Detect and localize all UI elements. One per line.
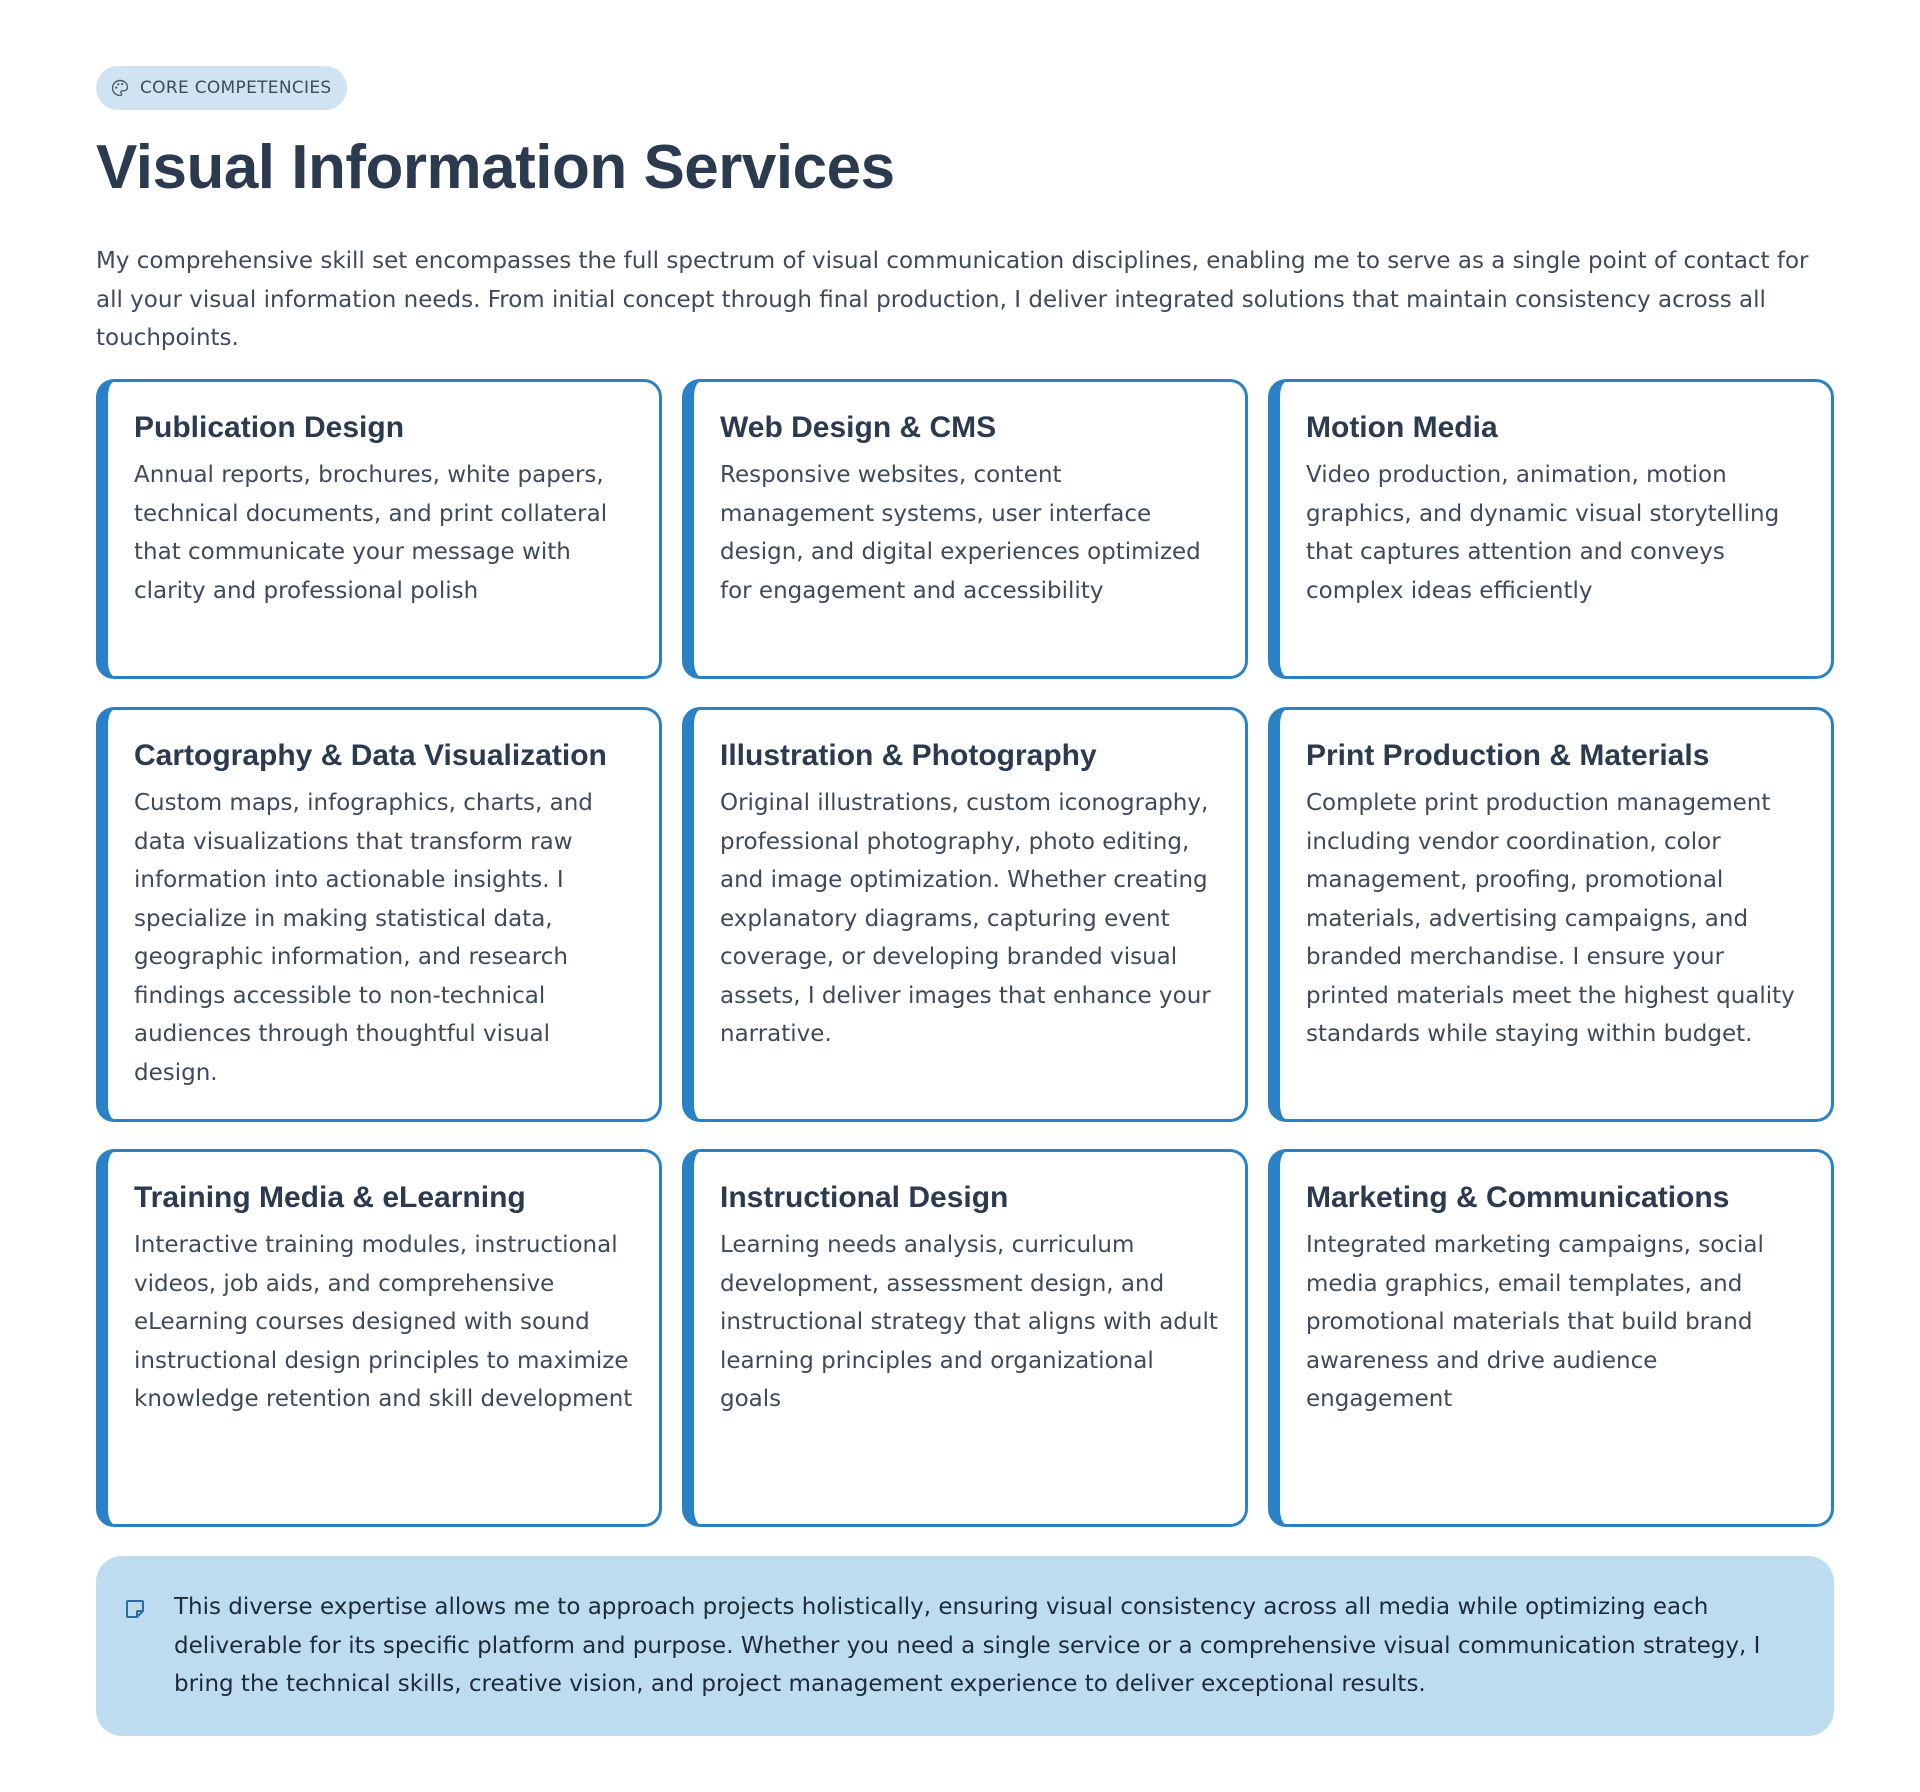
service-card-title: Instructional Design (720, 1181, 1009, 1214)
intro-paragraph: My comprehensive skill set encompasses the full spectrum of visual communication disciplines, enabling me to serve as a single point of contact for all your visual information needs. From initial concept through final production, I deliver integrated solutions that maintain consistency across all touchpoints. (96, 248, 1809, 351)
service-card-training-media-elearning (96, 1149, 662, 1527)
service-card-description: Integrated marketing campaigns, social media graphics, email templates, and promotional materials that build brand awareness and drive audience engagement (1306, 1232, 1764, 1412)
service-card-web-design-cms (682, 379, 1248, 679)
service-card-description: Interactive training modules, instructional videos, job aids, and comprehensive eLearning courses designed with sound instructional design principles to maximize knowledge retention and skill development (134, 1232, 633, 1412)
service-card-publication-design (96, 379, 662, 679)
services-section (96, 66, 1834, 1697)
badge-label: CORE COMPETENCIES (140, 78, 332, 98)
service-card-description: Learning needs analysis, curriculum development, assessment design, and instructional strategy that aligns with adult learning principles and organizational goals (720, 1232, 1218, 1412)
service-card-description: Complete print production management including vendor coordination, color management, proofing, promotional materials, advertising campaigns, and branded merchandise. I ensure your printed materials meet the highest quality standards while staying within budget. (1306, 790, 1795, 1047)
sticky-note-icon (124, 1598, 146, 1620)
section-badge (96, 66, 347, 110)
service-card-title: Marketing & Communications (1306, 1181, 1730, 1214)
page-title: Visual Information Services (96, 133, 895, 202)
palette-icon (110, 78, 130, 98)
service-card-title: Illustration & Photography (720, 739, 1097, 772)
service-card-print-production-materials (1268, 707, 1834, 1122)
service-card-description: Responsive websites, content management systems, user interface design, and digital experiences optimized for engagement and accessibility (720, 462, 1201, 604)
service-card-title: Print Production & Materials (1306, 739, 1710, 772)
service-card-description: Custom maps, infographics, charts, and data visualizations that transform raw information into actionable insights. I specialize in making statistical data, geographic information, and research findings accessible to non-technical audiences through thoughtful visual design. (134, 790, 593, 1086)
service-card-motion-media (1268, 379, 1834, 679)
service-card-cartography-data-visualization (96, 707, 662, 1122)
service-card-title: Motion Media (1306, 411, 1498, 444)
summary-note-text: This diverse expertise allows me to approach projects holistically, ensuring visual consistency across all media while optimizing each deliverable for its specific platform and purpose. Whether you need a single service or a comprehensive visual communication strategy, I bring the technical skills, creative vision, and project management experience to deliver exceptional results. (174, 1594, 1761, 1697)
service-card-instructional-design (682, 1149, 1248, 1527)
service-card-title: Publication Design (134, 411, 405, 444)
service-card-marketing-communications (1268, 1149, 1834, 1527)
service-card-description: Video production, animation, motion graphics, and dynamic visual storytelling that captures attention and conveys complex ideas efficiently (1306, 462, 1780, 604)
service-card-description: Annual reports, brochures, white papers, technical documents, and print collateral that communicate your message with clarity and professional polish (134, 462, 608, 604)
service-card-title: Training Media & eLearning (134, 1181, 526, 1214)
service-card-title: Web Design & CMS (720, 411, 997, 444)
summary-note (96, 1556, 1834, 1736)
service-card-title: Cartography & Data Visualization (134, 739, 607, 772)
service-card-description: Original illustrations, custom iconography, professional photography, photo editing, and image optimization. Whether creating explanatory diagrams, capturing event coverage, or developing branded visual assets, I deliver images that enhance your narrative. (720, 790, 1211, 1047)
service-card-illustration-photography (682, 707, 1248, 1122)
